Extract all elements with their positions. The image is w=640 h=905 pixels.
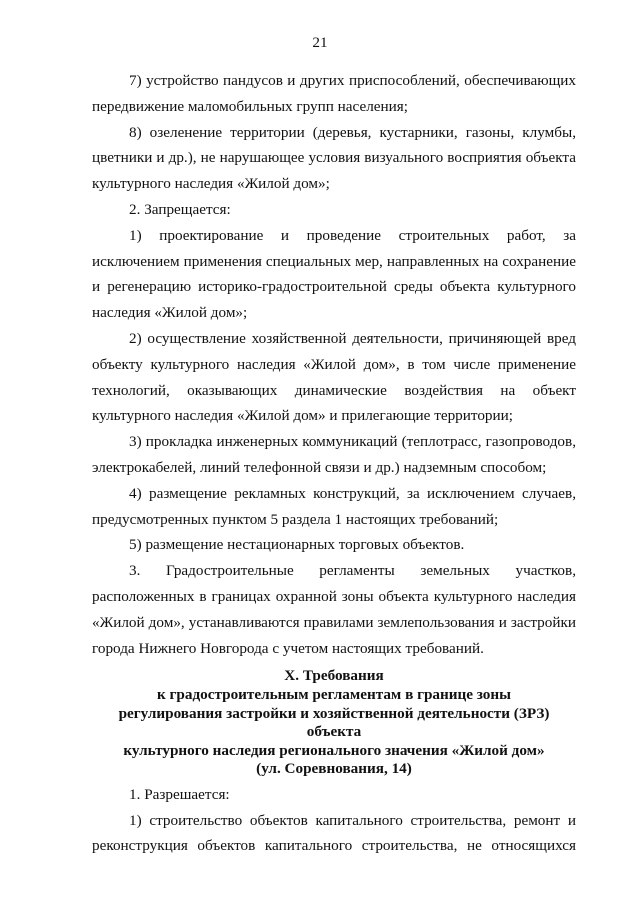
section-heading-line-4: культурного наследия регионального значения «Жилой дом»	[123, 741, 545, 759]
paragraph-item-8: 8) озеленение территории (деревья, кустарники, газоны, клумбы, цветники и др.), не нарушающее условия визуального восприятия объекта культурного наследия «Жилой дом»;	[92, 123, 576, 193]
paragraph-regulations: 3. Градостроительные регламенты земельных участков, расположенных в границах охранной зоны объекта культурного наследия «Жилой дом», устанавливаются правилами землепользования и застройки города Нижнего Новгорода с учетом настоящих требований.	[92, 562, 576, 657]
paragraph-prohibited-3: 3) прокладка инженерных коммуникаций (теплотрасс, газопроводов, электрокабелей, линий телефонной связи и др.) надземным способом;	[92, 433, 576, 476]
section-heading-line-3: регулирования застройки и хозяйственной деятельности (ЗРЗ) объекта	[118, 704, 550, 741]
section-heading-line-2: к градостроительным регламентам в границе зоны	[156, 685, 512, 703]
paragraph-permitted-heading: 1. Разрешается:	[129, 785, 230, 803]
paragraph-prohibited-5: 5) размещение нестационарных торговых объектов.	[129, 536, 465, 554]
document-body	[92, 68, 576, 859]
section-heading-line-1: X. Требования	[284, 667, 384, 685]
paragraph-prohibited-heading: 2. Запрещается:	[129, 200, 231, 218]
paragraph-permitted-1: 1) строительство объектов капитального строительства, ремонт и реконструкция объектов капитального строительства, не относящихся	[92, 811, 576, 855]
section-heading	[92, 667, 576, 779]
page-number: 21	[312, 34, 328, 51]
paragraph-item-7: 7) устройство пандусов и других приспособлений, обеспечивающих передвижение маломобильных групп населения;	[92, 72, 576, 115]
paragraph-prohibited-2: 2) осуществление хозяйственной деятельности, причиняющей вред объекту культурного наследия «Жилой дом», в том числе применение технологий, оказывающих динамические воздействия на объект культурного наследия «Жилой дом» и прилегающие территории;	[92, 329, 576, 425]
paragraph-prohibited-1: 1) проектирование и проведение строительных работ, за исключением применения специальных мер, направленных на сохранение и регенерацию историко-градостроительной среды объекта культурного наследия «Жилой дом»;	[92, 226, 576, 322]
section-heading-line-5: (ул. Соревнования, 14)	[256, 760, 412, 778]
paragraph-prohibited-4: 4) размещение рекламных конструкций, за исключением случаев, предусмотренных пунктом 5 раздела 1 настоящих требований;	[92, 484, 576, 528]
